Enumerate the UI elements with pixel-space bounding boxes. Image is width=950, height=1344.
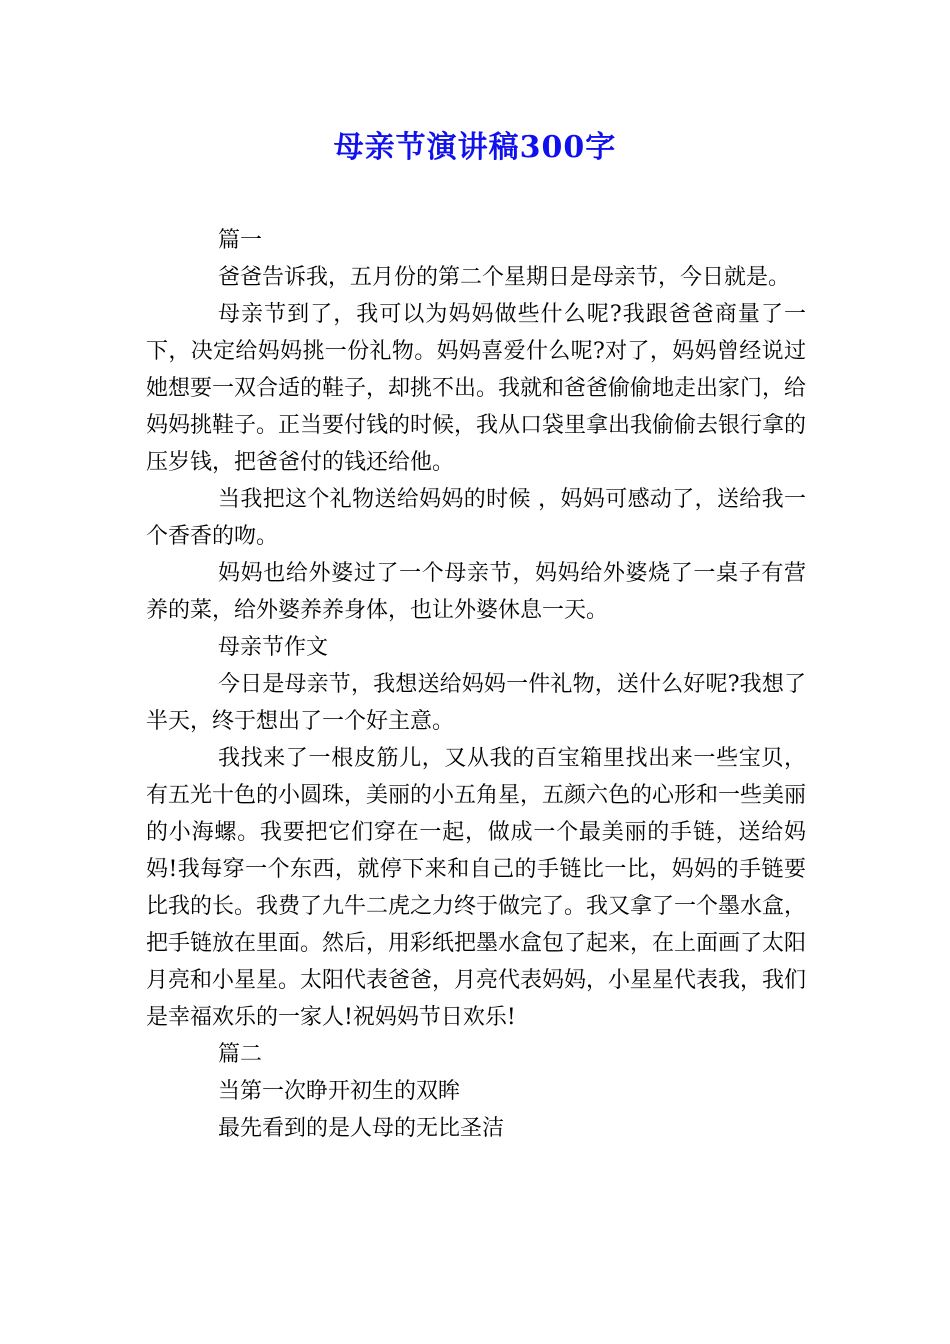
paragraph: 母亲节作文 xyxy=(218,635,329,660)
document-body xyxy=(146,222,806,1147)
paragraph: 爸爸告诉我，五月份的第二个星期日是母亲节，今日就是。 xyxy=(218,265,791,290)
paragraph: 篇二 xyxy=(218,1042,263,1067)
paragraph: 最先看到的是人母的无比圣洁 xyxy=(218,1116,505,1141)
paragraph: 当第一次睁开初生的双眸 xyxy=(218,1079,461,1104)
paragraph: 我找来了一根皮筋儿，又从我的百宝箱里找出来一些宝贝，有五光十色的小圆珠，美丽的小五角星，五颜六色的心形和一些美丽的小海螺。我要把它们穿在一起，做成一个最美丽的手链，送给妈妈!我每穿一个东西，就停下来和自己的手链比一比，妈妈的手链要比我的长。我费了九牛二虎之力终于做完了。我又拿了一个墨水盒，把手链放在里面。然后，用彩纸把墨水盒包了起来，在上面画了太阳月亮和小星星。太阳代表爸爸，月亮代表妈妈，小星星代表我，我们是幸福欢乐的一家人!祝妈妈节日欢乐! xyxy=(146,746,807,1030)
paragraph: 当我把这个礼物送给妈妈的时候 ，妈妈可感动了，送给我一个香香的吻。 xyxy=(146,487,806,549)
paragraph: 母亲节到了，我可以为妈妈做些什么呢?我跟爸爸商量了一下，决定给妈妈挑一份礼物。妈妈喜爱什么呢?对了，妈妈曾经说过她想要一双合适的鞋子，却挑不出。我就和爸爸偷偷地走出家门，给妈妈挑鞋子。正当要付钱的时候，我从口袋里拿出我偷偷去银行拿的压岁钱，把爸爸付的钱还给他。 xyxy=(146,302,807,475)
document-title: 母亲节演讲稿300字 xyxy=(333,130,617,165)
paragraph: 今日是母亲节，我想送给妈妈一件礼物，送什么好呢?我想了半天，终于想出了一个好主意。 xyxy=(146,672,806,734)
paragraph: 篇一 xyxy=(218,228,263,253)
paragraph: 妈妈也给外婆过了一个母亲节，妈妈给外婆烧了一桌子有营养的菜，给外婆养养身体，也让外婆休息一天。 xyxy=(146,561,806,623)
